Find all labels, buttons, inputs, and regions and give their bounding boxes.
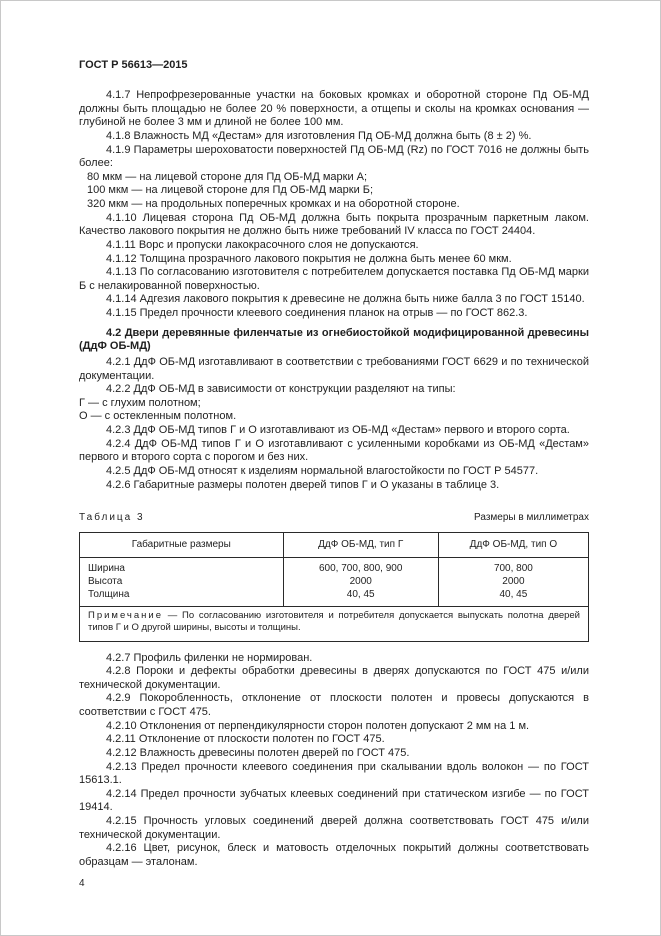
paragraph-4-2-12: 4.2.12 Влажность древесины полотен дверей по ГОСТ 475. <box>106 746 410 759</box>
cell-height-name: Высота <box>80 575 284 588</box>
list-item-80mkm: 80 мкм — на лицевой стороне для Пд ОБ-МД марки А; <box>87 170 368 183</box>
paragraph-4-2-4: 4.2.4 ДдФ ОБ-МД типов Г и О изготавливают с усиленными коробками из ОБ-МД «Дестам» первого и второго сорта с порогом и без них. <box>79 437 589 464</box>
table-note <box>80 606 589 641</box>
paragraph-4-1-10: 4.1.10 Лицевая сторона Пд ОБ-МД должна быть покрыта прозрачным паркетным лаком. Качество лакового покрытия не должно быть ниже требований IV класса по ГОСТ 24404. <box>79 211 589 238</box>
table-row-thickness <box>80 588 589 607</box>
table-3-block <box>79 512 589 641</box>
list-item-type-g: Г — с глухим полотном; <box>79 396 201 409</box>
table-note-row <box>80 606 589 641</box>
list-item-type-o: О — с остекленным полотном. <box>79 410 237 423</box>
table-row-width <box>80 557 589 575</box>
cell-height-type-g: 2000 <box>283 575 438 588</box>
table-col-header-type-o: ДдФ ОБ-МД, тип О <box>438 532 588 557</box>
paragraph-4-1-15: 4.1.15 Предел прочности клеевого соединения планок на отрыв — по ГОСТ 862.3. <box>106 307 528 319</box>
paragraph-4-1-11: 4.1.11 Ворс и пропуски лакокрасочного слоя не допускаются. <box>106 238 419 251</box>
cell-height-type-o: 2000 <box>438 575 588 588</box>
table-caption: Таблица 3 <box>79 512 145 524</box>
paragraph-4-1-13: 4.1.13 По согласованию изготовителя с потребителем допускается поставка Пд ОБ-МД марки Б с нелакированной поверхностью. <box>79 266 589 292</box>
paragraph-4-1-7: 4.1.7 Непрофрезерованные участки на боковых кромках и оборотной стороне Пд ОБ-МД должны быть площадью не более 20 % поверхности, а отщепы и сколы на кромках основания — глубиной не более 3 мм и длиной не более 100 мм. <box>79 89 589 129</box>
paragraph-4-2-11: 4.2.11 Отклонение от плоскости полотен по ГОСТ 475. <box>106 733 385 746</box>
table-note-text: — По согласованию изготовителя и потребителя допускается выпускать полотна дверей типов Г и О другой ширины, высоты и толщины. <box>88 609 580 634</box>
paragraph-4-2-9: 4.2.9 Покоробленность, отклонение от плоскости полотен и провесы допускаются в соответствии с ГОСТ 475. <box>79 692 589 719</box>
cell-thickness-name: Толщина <box>80 588 284 607</box>
cell-thickness-type-g: 40, 45 <box>283 588 438 607</box>
table-note-label: Примечание <box>88 609 163 621</box>
table-3 <box>79 532 589 642</box>
table-meta-row <box>79 512 589 524</box>
paragraph-4-2-10: 4.2.10 Отклонения от перпендикулярности сторон полотен допускают 2 мм на 1 м. <box>106 719 530 732</box>
paragraph-4-1-12: 4.1.12 Толщина прозрачного лакового покрытия не должна быть менее 60 мкм. <box>106 252 512 265</box>
paragraph-4-2-13: 4.2.13 Предел прочности клеевого соединения при скалывании вдоль волокон — по ГОСТ 15613.1. <box>79 760 589 787</box>
paragraph-4-2-1: 4.2.1 ДдФ ОБ-МД изготавливают в соответствии с требованиями ГОСТ 6629 и по технической документации. <box>79 355 589 382</box>
cell-width-type-g: 600, 700, 800, 900 <box>283 557 438 575</box>
list-item-100mkm: 100 мкм — на лицевой стороне для Пд ОБ-МД марки Б; <box>87 184 374 197</box>
heading-4-2: 4.2 Двери деревянные филенчатые из огнебиостойкой модифицированной древесины (ДдФ ОБ-МД) <box>79 326 589 353</box>
table-units-label: Размеры в миллиметрах <box>474 512 589 524</box>
paragraph-4-2-15: 4.2.15 Прочность угловых соединений дверей должна соответствовать ГОСТ 475 и/или технической документации. <box>79 815 589 841</box>
table-header-row <box>80 532 589 557</box>
cell-width-name: Ширина <box>80 557 284 575</box>
doc-header-title: ГОСТ Р 56613—2015 <box>79 59 188 71</box>
doc-content <box>79 89 589 870</box>
list-item-320mkm: 320 мкм — на продольных поперечных кромках и на оборотной стороне. <box>87 198 460 210</box>
paragraph-4-1-14: 4.1.14 Адгезия лакового покрытия к древесине не должна быть ниже балла 3 по ГОСТ 15140. <box>106 293 585 306</box>
paragraph-4-2-8: 4.2.8 Пороки и дефекты обработки древесины в дверях допускаются по ГОСТ 475 и/или технической документации. <box>79 665 589 691</box>
paragraph-4-2-14: 4.2.14 Предел прочности зубчатых клеевых соединений при статическом изгибе — по ГОСТ 19414. <box>79 787 589 814</box>
page-number: 4 <box>79 878 85 889</box>
paragraph-4-2-16: 4.2.16 Цвет, рисунок, блеск и матовость отделочных покрытий должны соответствовать образцам — эталонам. <box>79 842 589 868</box>
table-col-header-type-g: ДдФ ОБ-МД, тип Г <box>283 532 438 557</box>
paragraph-4-2-2: 4.2.2 ДдФ ОБ-МД в зависимости от конструкции разделяют на типы: <box>106 383 456 396</box>
paragraph-4-1-9: 4.1.9 Параметры шероховатости поверхностей Пд ОБ-МД (Rz) по ГОСТ 7016 не должны быть более: <box>79 143 589 170</box>
cell-width-type-o: 700, 800 <box>438 557 588 575</box>
table-col-header-dimensions: Габаритные размеры <box>80 532 284 557</box>
paragraph-4-2-7: 4.2.7 Профиль филенки не нормирован. <box>106 651 313 664</box>
paragraph-4-2-6: 4.2.6 Габаритные размеры полотен дверей типов Г и О указаны в таблице 3. <box>106 478 500 491</box>
table-row-height <box>80 575 589 588</box>
paragraph-4-2-3: 4.2.3 ДдФ ОБ-МД типов Г и О изготавливают из ОБ-МД «Дестам» первого и второго сорта. <box>106 424 570 436</box>
paragraph-4-2-5: 4.2.5 ДдФ ОБ-МД относят к изделиям нормальной влагостойкости по ГОСТ Р 54577. <box>106 464 539 477</box>
cell-thickness-type-o: 40, 45 <box>438 588 588 607</box>
paragraph-4-1-8: 4.1.8 Влажность МД «Дестам» для изготовления Пд ОБ-МД должна быть (8 ± 2) %. <box>106 129 532 142</box>
